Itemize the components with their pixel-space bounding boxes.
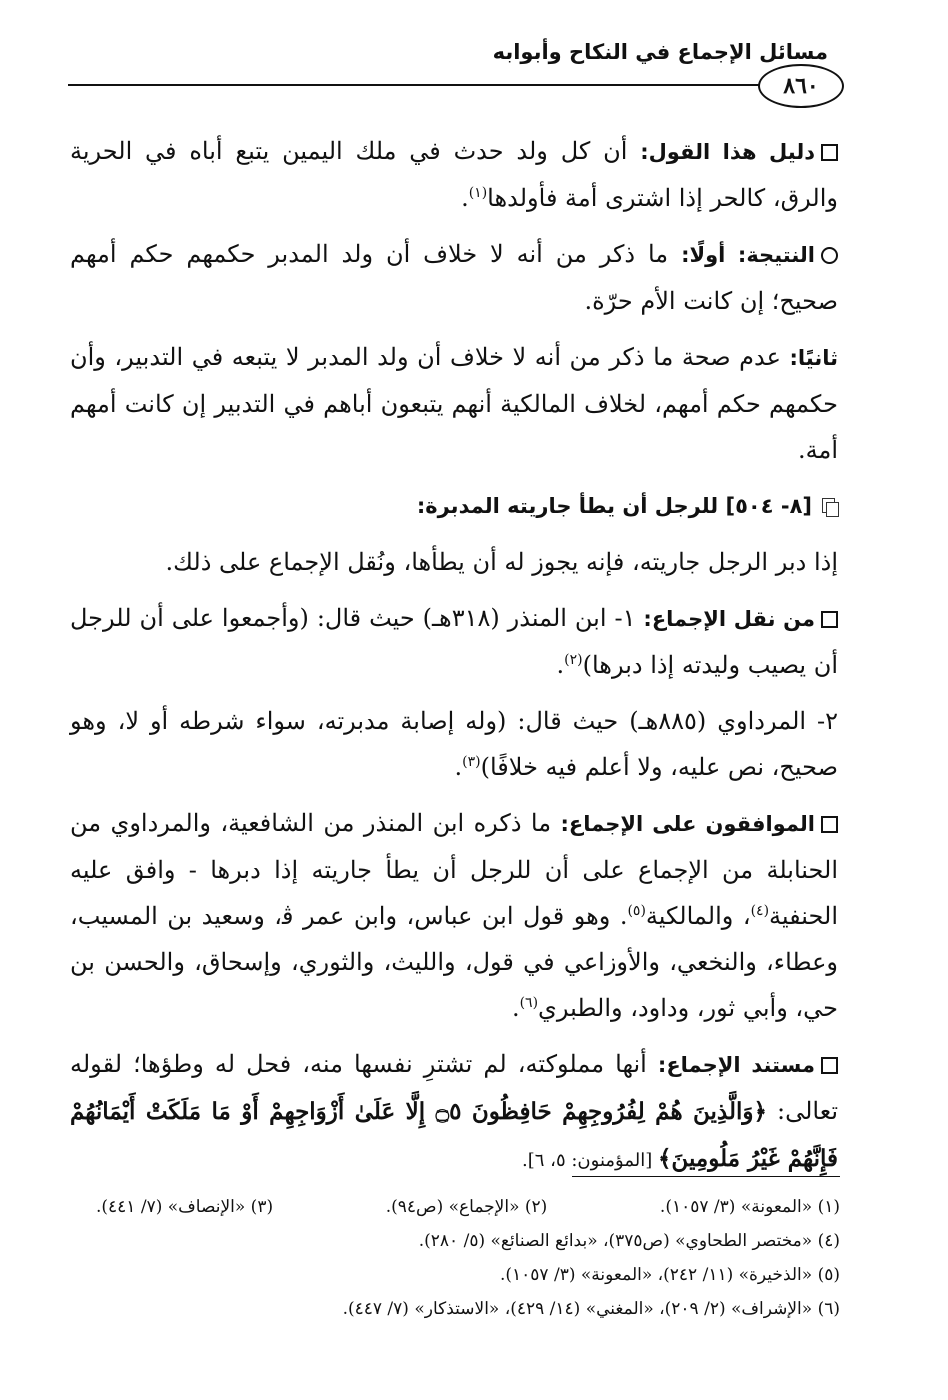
footnote-ref-6: (٦)	[519, 995, 539, 1011]
label-evidence: دليل هذا القول:	[640, 140, 815, 164]
label-transmitters: من نقل الإجماع:	[643, 607, 815, 631]
verse-citation: [المؤمنون: ٥، ٦].	[522, 1150, 658, 1171]
footnote-ref-4: (٤)	[750, 903, 770, 919]
square-bullet-icon	[821, 144, 838, 161]
circle-bullet-icon	[821, 247, 838, 264]
documents-icon	[822, 498, 838, 516]
square-bullet-icon	[821, 1057, 838, 1074]
footnote-ref-5: (٥)	[627, 903, 646, 919]
footnote-ref-2: (٢)	[564, 652, 583, 668]
paragraph-agreeing: الموافقون على الإجماع: ما ذكره ابن المنذر من الشافعية، والمرداوي من الحنابلة من الإجماع على أن للرجل أن يطأ جاريته إذا دبرها - وافق عليه الحنفية$^{(٤)}$، والمالكية$^{(٥)}$. وهو قول ابن عباس، وابن عمر ﭬ، وسعيد بن المسيب، وعطاء، والنخعي، والأوزاعي في قول، والليث، والثوري، وإسحاق، والحسن بن حي، وأبي ثور، وداود، والطبري$^{(٦)}$.	[70, 809, 838, 1022]
quran-verse: ﴿وَالَّذِينَ هُمْ لِفُرُوجِهِمْ حَافِظُونَ ۝٥ إِلَّا عَلَىٰ أَزْوَاجِهِمْ أَوْ مَا مَلَكَتْ أَيْمَانُهُمْ فَإِنَّهُمْ غَيْرُ مَلُومِينَ﴾	[70, 1098, 838, 1172]
text-second: عدم صحة ما ذكر من أنه لا خلاف أن ولد المدبر لا يتبعه في التدبير، وأن حكمهم حكم أمهم، لخلاف المالكية أنهم يتبعون أباهم في التدبير إن كانت أمهم أمة.	[70, 343, 838, 464]
page-number: ٨٦٠	[758, 64, 844, 108]
paragraph-intro: إذا دبر الرجل جاريته، فإنه يجوز له أن يطأها، ونُقل الإجماع على ذلك.	[165, 548, 838, 576]
running-header-title: مسائل الإجماع في النكاح وأبوابه	[492, 40, 828, 64]
square-bullet-icon	[821, 816, 838, 833]
footnote-row	[96, 1190, 840, 1224]
paragraph-mardawi: ٢- المرداوي (٨٨٥هـ) حيث قال: (وله إصابة مدبرته، سواء شرطه أو لا، وهو صحيح، نص عليه، ولا أعلم فيه خلافًا)$^{(٣)}$.	[70, 707, 838, 781]
label-second: ثانيًا:	[789, 346, 838, 370]
label-first: أولًا:	[681, 243, 738, 267]
paragraph-evidence: دليل هذا القول: أن كل ولد حدث في ملك اليمين يتبع أباه في الحرية والرق، كالحر إذا اشترى أمة فأولدها$^{(١)}$.	[70, 137, 838, 212]
text-evidence: أن كل ولد حدث في ملك اليمين يتبع أباه في الحرية والرق، كالحر إذا اشترى أمة فأولدها	[70, 137, 838, 212]
main-text	[70, 128, 838, 1194]
footnote-6: (٦) «الإشراف» (٢/ ٢٠٩)، «المغني» (١٤/ ٤٢٩)، «الاستذكار» (٧/ ٤٤٧).	[342, 1299, 840, 1319]
footnote-separator	[572, 1176, 840, 1177]
footnote-5: (٥) «الذخيرة» (١١/ ٢٤٢)، «المعونة» (٣/ ١٠٥٧).	[499, 1265, 840, 1285]
paragraph-second	[70, 334, 838, 473]
footnotes	[96, 1190, 840, 1326]
paragraph-result	[70, 231, 838, 324]
footnote-3: (٣) «الإنصاف» (٧/ ٤٤١).	[96, 1197, 274, 1217]
label-result: النتيجة:	[737, 243, 815, 267]
paragraph-basis: مستند الإجماع: أنها مملوكته، لم تشترِ نفسها منه، فحل له وطؤها؛ لقوله تعالى: ﴿وَالَّذِينَ هُمْ لِفُرُوجِهِمْ حَافِظُونَ ۝٥ إِلَّا عَلَىٰ أَزْوَاجِهِمْ أَوْ مَا مَلَكَتْ أَيْمَانُهُمْ فَإِنَّهُمْ غَيْرُ مَلُومِينَ﴾ [المؤمنون: ٥، ٦].	[70, 1050, 839, 1172]
section-heading: [٨- ٥٠٤] للرجل أن يطأ جاريته المدبرة:	[70, 483, 838, 529]
text-result: ما ذكر من أنه لا خلاف أن ولد المدبر حكمهم حكم أمهم صحيح؛ إن كانت الأم حرّة.	[70, 240, 838, 315]
footnote-1: (١) «المعونة» (٣/ ١٠٥٧).	[659, 1197, 840, 1217]
footnote-4: (٤) «مختصر الطحاوي» (ص٣٧٥)، «بدائع الصنائع» (٥/ ٢٨٠).	[418, 1231, 840, 1251]
footnote-2: (٢) «الإجماع» (ص٩٤).	[385, 1197, 548, 1217]
label-basis: مستند الإجماع:	[657, 1053, 815, 1077]
square-bullet-icon	[821, 611, 838, 628]
footnote-ref-1: (١)	[468, 185, 488, 201]
footnote-ref-3: (٣)	[462, 754, 481, 770]
paragraph-transmitters: من نقل الإجماع: ١- ابن المنذر (٣١٨هـ) حيث قال: (وأجمعوا على أن للرجل أن يصيب وليدته إذا دبرها)$^{(٢)}$.	[70, 604, 838, 679]
label-agreeing: الموافقون على الإجماع:	[560, 812, 815, 836]
header-rule	[68, 84, 768, 86]
